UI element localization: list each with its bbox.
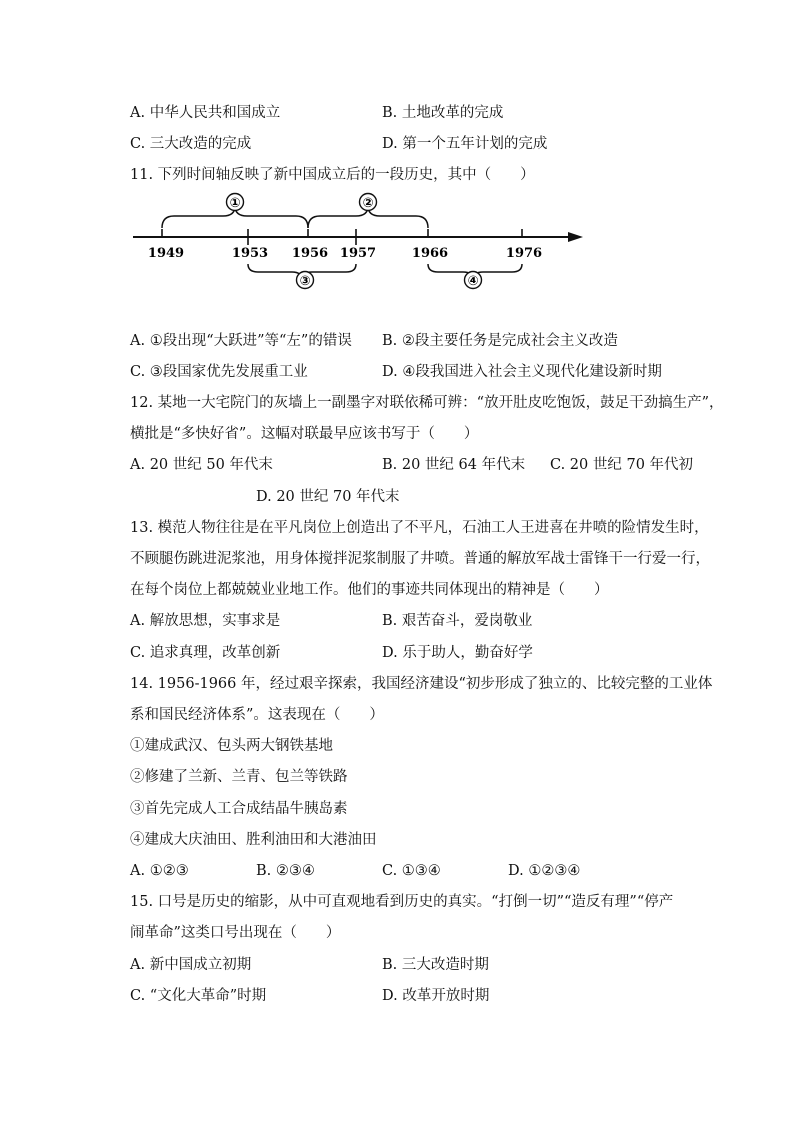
q10-option-d: D. 第一个五年计划的完成 bbox=[382, 136, 548, 152]
q14-stem-line-1: 14. 1956-1966 年，经过艰辛探索，我国经济建设“初步形成了独立的、比较完整的工业体 bbox=[130, 676, 713, 692]
q12-option-b: B. 20 世纪 64 年代末 bbox=[382, 457, 526, 473]
year-label-1976: 1976 bbox=[505, 246, 543, 261]
q11-option-a: A. ①段出现“大跃进”等“左”的错误 bbox=[130, 333, 352, 349]
q15-option-d: D. 改革开放时期 bbox=[382, 988, 490, 1004]
timeline-arrow-icon bbox=[568, 232, 583, 242]
q12-option-d: D. 20 世纪 70 年代末 bbox=[256, 489, 400, 505]
q13-option-d: D. 乐于助人，勤奋好学 bbox=[382, 645, 533, 661]
q13-option-c: C. 追求真理，改革创新 bbox=[130, 645, 281, 661]
q14-option-d: D. ①②③④ bbox=[508, 863, 581, 879]
segment-3-mark: ③ bbox=[299, 274, 311, 289]
segment-1-mark: ① bbox=[229, 196, 241, 211]
q13-stem-line-3: 在每个岗位上都兢兢业业地工作。他们的事迹共同体现出的精神是（ ） bbox=[130, 582, 609, 598]
q11-option-b: B. ②段主要任务是完成社会主义改造 bbox=[382, 333, 618, 349]
q11-stem: 11. 下列时间轴反映了新中国成立后的一段历史，其中（ ） bbox=[130, 167, 535, 183]
q12-option-c: C. 20 世纪 70 年代初 bbox=[550, 457, 694, 473]
year-label-1949: 1949 bbox=[147, 246, 185, 261]
year-label-1957: 1957 bbox=[339, 246, 377, 261]
q14-option-a: A. ①②③ bbox=[130, 863, 189, 879]
q15-stem-line-2: 闹革命”这类口号出现在（ ） bbox=[130, 925, 341, 941]
q14-item-3: ③首先完成人工合成结晶牛胰岛素 bbox=[130, 801, 348, 817]
q11-timeline-diagram bbox=[128, 186, 598, 296]
q10-option-b: B. 土地改革的完成 bbox=[382, 105, 504, 121]
q14-item-4: ④建成大庆油田、胜利油田和大港油田 bbox=[130, 832, 377, 848]
q14-item-1: ①建成武汉、包头两大钢铁基地 bbox=[130, 738, 333, 754]
q13-stem-line-2: 不顾腿伤跳进泥浆池，用身体搅拌泥浆制服了井喷。普通的解放军战士雷锋干一行爱一行， bbox=[130, 551, 710, 567]
q14-item-2: ②修建了兰新、兰青、包兰等铁路 bbox=[130, 769, 348, 785]
year-label-1953: 1953 bbox=[231, 246, 269, 261]
q11-option-d: D. ④段我国进入社会主义现代化建设新时期 bbox=[382, 364, 662, 380]
year-label-1956: 1956 bbox=[291, 246, 329, 261]
q14-option-b: B. ②③④ bbox=[256, 863, 315, 879]
q10-option-c: C. 三大改造的完成 bbox=[130, 136, 252, 152]
q13-option-a: A. 解放思想，实事求是 bbox=[130, 613, 281, 629]
q14-option-c: C. ①③④ bbox=[382, 863, 441, 879]
q12-option-a: A. 20 世纪 50 年代末 bbox=[130, 457, 273, 473]
q14-stem-line-2: 系和国民经济体系”。这表现在（ ） bbox=[130, 707, 384, 723]
q15-option-c: C. “文化大革命”时期 bbox=[130, 988, 267, 1004]
year-label-1966: 1966 bbox=[411, 246, 449, 261]
q11-option-c: C. ③段国家优先发展重工业 bbox=[130, 364, 308, 380]
q15-option-a: A. 新中国成立初期 bbox=[130, 957, 252, 973]
q13-stem-line-1: 13. 模范人物往往是在平凡岗位上创造出了不平凡，石油工人王进喜在井喷的险情发生时， bbox=[130, 520, 709, 536]
q15-option-b: B. 三大改造时期 bbox=[382, 957, 489, 973]
q15-stem-line-1: 15. 口号是历史的缩影，从中可直观地看到历史的真实。“打倒一切”“造反有理”“停产 bbox=[130, 894, 674, 910]
q10-option-a: A. 中华人民共和国成立 bbox=[130, 105, 281, 121]
segment-4-mark: ④ bbox=[467, 274, 479, 289]
q12-stem-line-1: 12. 某地一大宅院门的灰墙上一副墨字对联依稀可辨：“放开肚皮吃饱饭，鼓足干劲搞生产”， bbox=[130, 395, 724, 411]
q13-option-b: B. 艰苦奋斗，爱岗敬业 bbox=[382, 613, 533, 629]
q12-stem-line-2: 横批是“多快好省”。这幅对联最早应该书写于（ ） bbox=[130, 426, 479, 442]
segment-2-mark: ② bbox=[362, 196, 374, 211]
